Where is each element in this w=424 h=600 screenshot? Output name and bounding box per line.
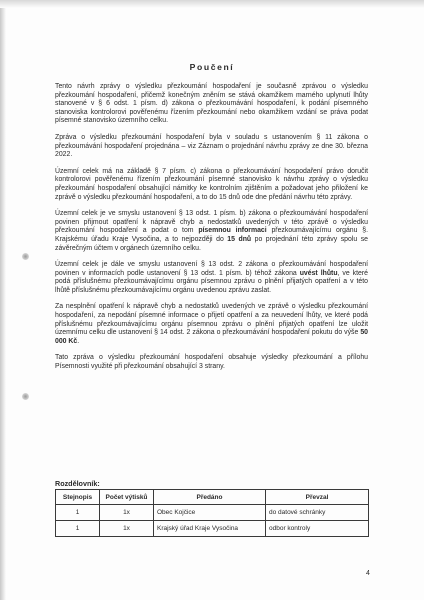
paragraph-remedy-obligation: Územní celek je ve smyslu ustanovení § 13 odst. 1 písm. b) zákona o přezkoumávání hospodaření povinen přijmout opatření k nápravě chyb a nedostatků uvedených v této zprávě o výsledku přezkoumání hospodaření a podat o tom písemnou informaci přezkoumávajícímu orgánu §. Krajskému úřadu Kraje Vysočina, a to nejpozději do 15 dnů po projednání této zprávy spolu se závěrečným účtem v orgánech územního celku. (55, 210, 368, 252)
table-cell: Krajský úřad Kraje Vysočina (154, 521, 266, 537)
paragraph-attachments: Tato zpráva o výsledku přezkoumání hospodaření obsahuje výsledky přezkoumání a přílohu Písemnosti využité při přezkoumání obsahující 3 strany. (55, 354, 368, 371)
table-cell: do datové schránky (266, 505, 369, 521)
distribution-table (55, 489, 369, 537)
column-header: Převzal (266, 490, 369, 505)
page-number: 4 (366, 570, 370, 577)
table-cell: 1x (100, 521, 154, 537)
scan-top-shadow (0, 0, 424, 8)
scan-edge-shadow (0, 0, 6, 600)
table-row (56, 521, 369, 537)
body-text (55, 83, 368, 380)
table-cell: 1 (56, 521, 100, 537)
punch-hole-lower (22, 393, 29, 400)
table-cell: 1 (56, 505, 100, 521)
table-cell: Obec Kojčice (154, 505, 266, 521)
distribution-heading: Rozdělovník: (55, 479, 100, 488)
page-title: Poučení (189, 62, 235, 72)
table-cell: odbor kontroly (266, 521, 369, 537)
paragraph-penalty: Za nesplnění opatření k nápravě chyb a nedostatků uvedených ve zprávě o výsledku přezkoumání hospodaření, za nepodání písemné informace o přijetí opatření a za neuvedení lhůty, ve které podá příslušnému přezkoumávajícímu orgánu písemnou zprávu o plnění přijatých opatření lze uložit územnímu celku dle ustanovení § 14 odst. 2 zákona o přezkoumávání hospodaření pokutu do výše 50 000 Kč. (55, 303, 368, 345)
table-cell: 1x (100, 505, 154, 521)
paragraph-statement-right: Územní celek má na základě § 7 písm. c) zákona o přezkoumávání hospodaření právo doručit kontrolorovi pověřenému řízením přezkoumání písemné stanovisko k návrhu zprávy o výsledku přezkoumání hospodaření obsahující námitky ke kontrolním zjištěním a požadovat jeho přiložení ke zprávě o výsledku přezkoumání hospodaření, a to do 15 dnů ode dne předání návrhu této zprávy. (55, 167, 368, 201)
table-row (56, 505, 369, 521)
column-header: Předáno (154, 490, 266, 505)
paragraph-draft-report: Tento návrh zprávy o výsledku přezkoumání hospodaření je současně zprávou o výsledku přezkoumání hospodaření, přičemž konečným zněním se stává okamžikem marného uplynutí lhůty stanovené v § 6 odst. 1 písm. d) zákona o přezkoumávání hospodaření, k podání písemného stanoviska kontrolorovi pověřenému řízením přezkoumání nebo okamžikem vzdání se práva podat písemné stanovisko územního celku. (55, 83, 368, 125)
column-header: Stejnopis (56, 490, 100, 505)
punch-hole-upper (22, 253, 29, 260)
column-header: Počet výtisků (100, 490, 154, 505)
table-header-row (56, 490, 369, 505)
paragraph-discussion: Zpráva o výsledku přezkoumání hospodaření byla v souladu s ustanovením § 11 zákona o přezkoumávání hospodaření projednána – viz Záznam o projednání návrhu zprávy ze dne 30. března 2022. (55, 133, 368, 159)
paragraph-deadline-obligation: Územní celek je dále ve smyslu ustanovení § 13 odst. 2 zákona o přezkoumávání hospodaření povinen v informacích podle ustanovení § 13 odst. 1 písm. b) téhož zákona uvést lhůtu, ve které podá příslušnému přezkoumávajícímu orgánu písemnou zprávu o plnění přijatých opatření a v této lhůtě příslušnému přezkoumávajícímu orgánu uvedenou zprávu zaslat. (55, 261, 368, 294)
